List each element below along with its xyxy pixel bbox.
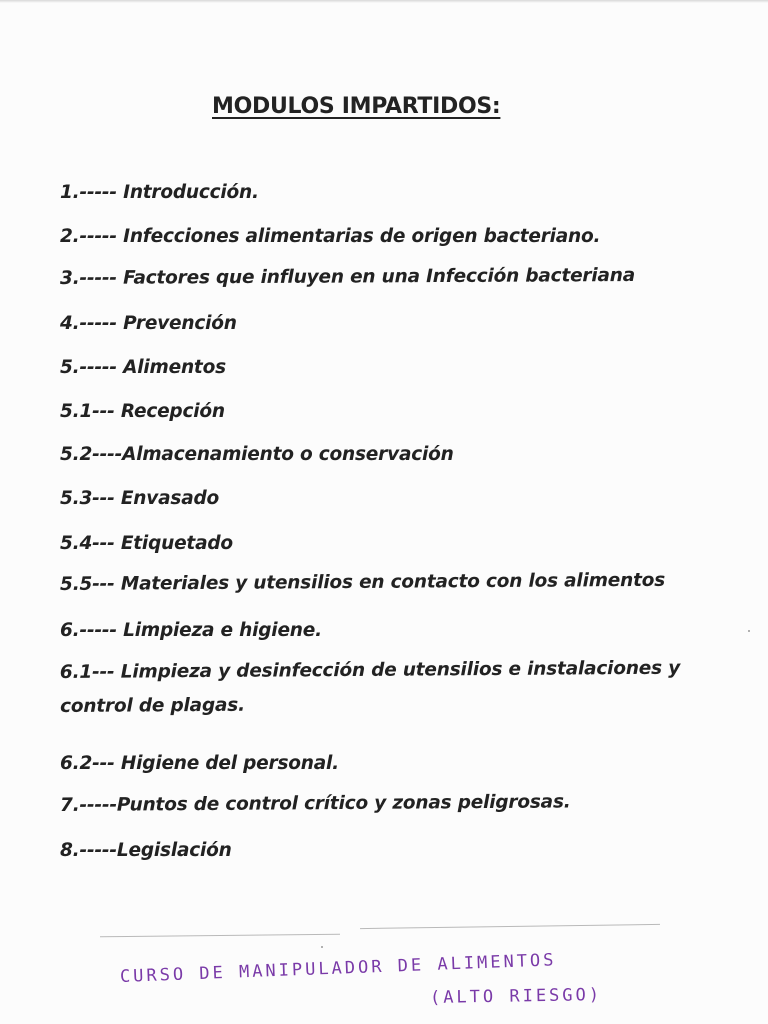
pencil-stroke <box>360 924 660 929</box>
module-item-6-1: 6.1--- Limpieza y desinfección de utensilios e instalaciones y control de plagas. <box>59 657 681 717</box>
module-item-5: 5.----- Alimentos <box>60 357 226 378</box>
module-item-4: 4.----- Prevención <box>60 313 237 334</box>
handwritten-note-line1: CURSO DE MANIPULADOR DE ALIMENTOS <box>119 950 557 987</box>
module-item-5-5: 5.5--- Materiales y utensilios en contacto con los alimentos <box>59 569 666 595</box>
module-item-2: 2.----- Infecciones alimentarias de origen bacteriano. <box>60 226 601 247</box>
module-item-5-1: 5.1--- Recepción <box>60 401 225 422</box>
module-item-5-3: 5.3--- Envasado <box>60 488 220 509</box>
module-item-6-2: 6.2--- Higiene del personal. <box>60 753 339 774</box>
module-item-1: 1.----- Introducción. <box>60 182 259 203</box>
pencil-stroke <box>100 934 340 938</box>
module-item-7: 7.-----Puntos de control crítico y zonas peligrosas. <box>59 791 571 816</box>
module-item-5-2: 5.2----Almacenamiento o conservación <box>60 444 454 465</box>
module-item-5-4: 5.4--- Etiquetado <box>60 533 233 554</box>
module-item-6: 6.----- Limpieza e higiene. <box>60 620 322 641</box>
scan-top-edge <box>0 0 768 3</box>
handwritten-note-line2: (ALTO RIESGO) <box>429 984 603 1008</box>
module-item-8: 8.-----Legislación <box>60 840 232 861</box>
module-item-3: 3.----- Factores que influyen en una Infección bacteriana <box>59 264 636 289</box>
scan-speck <box>321 946 323 948</box>
document-title: MODULOS IMPARTIDOS: <box>212 94 501 119</box>
scan-speck <box>748 630 750 632</box>
